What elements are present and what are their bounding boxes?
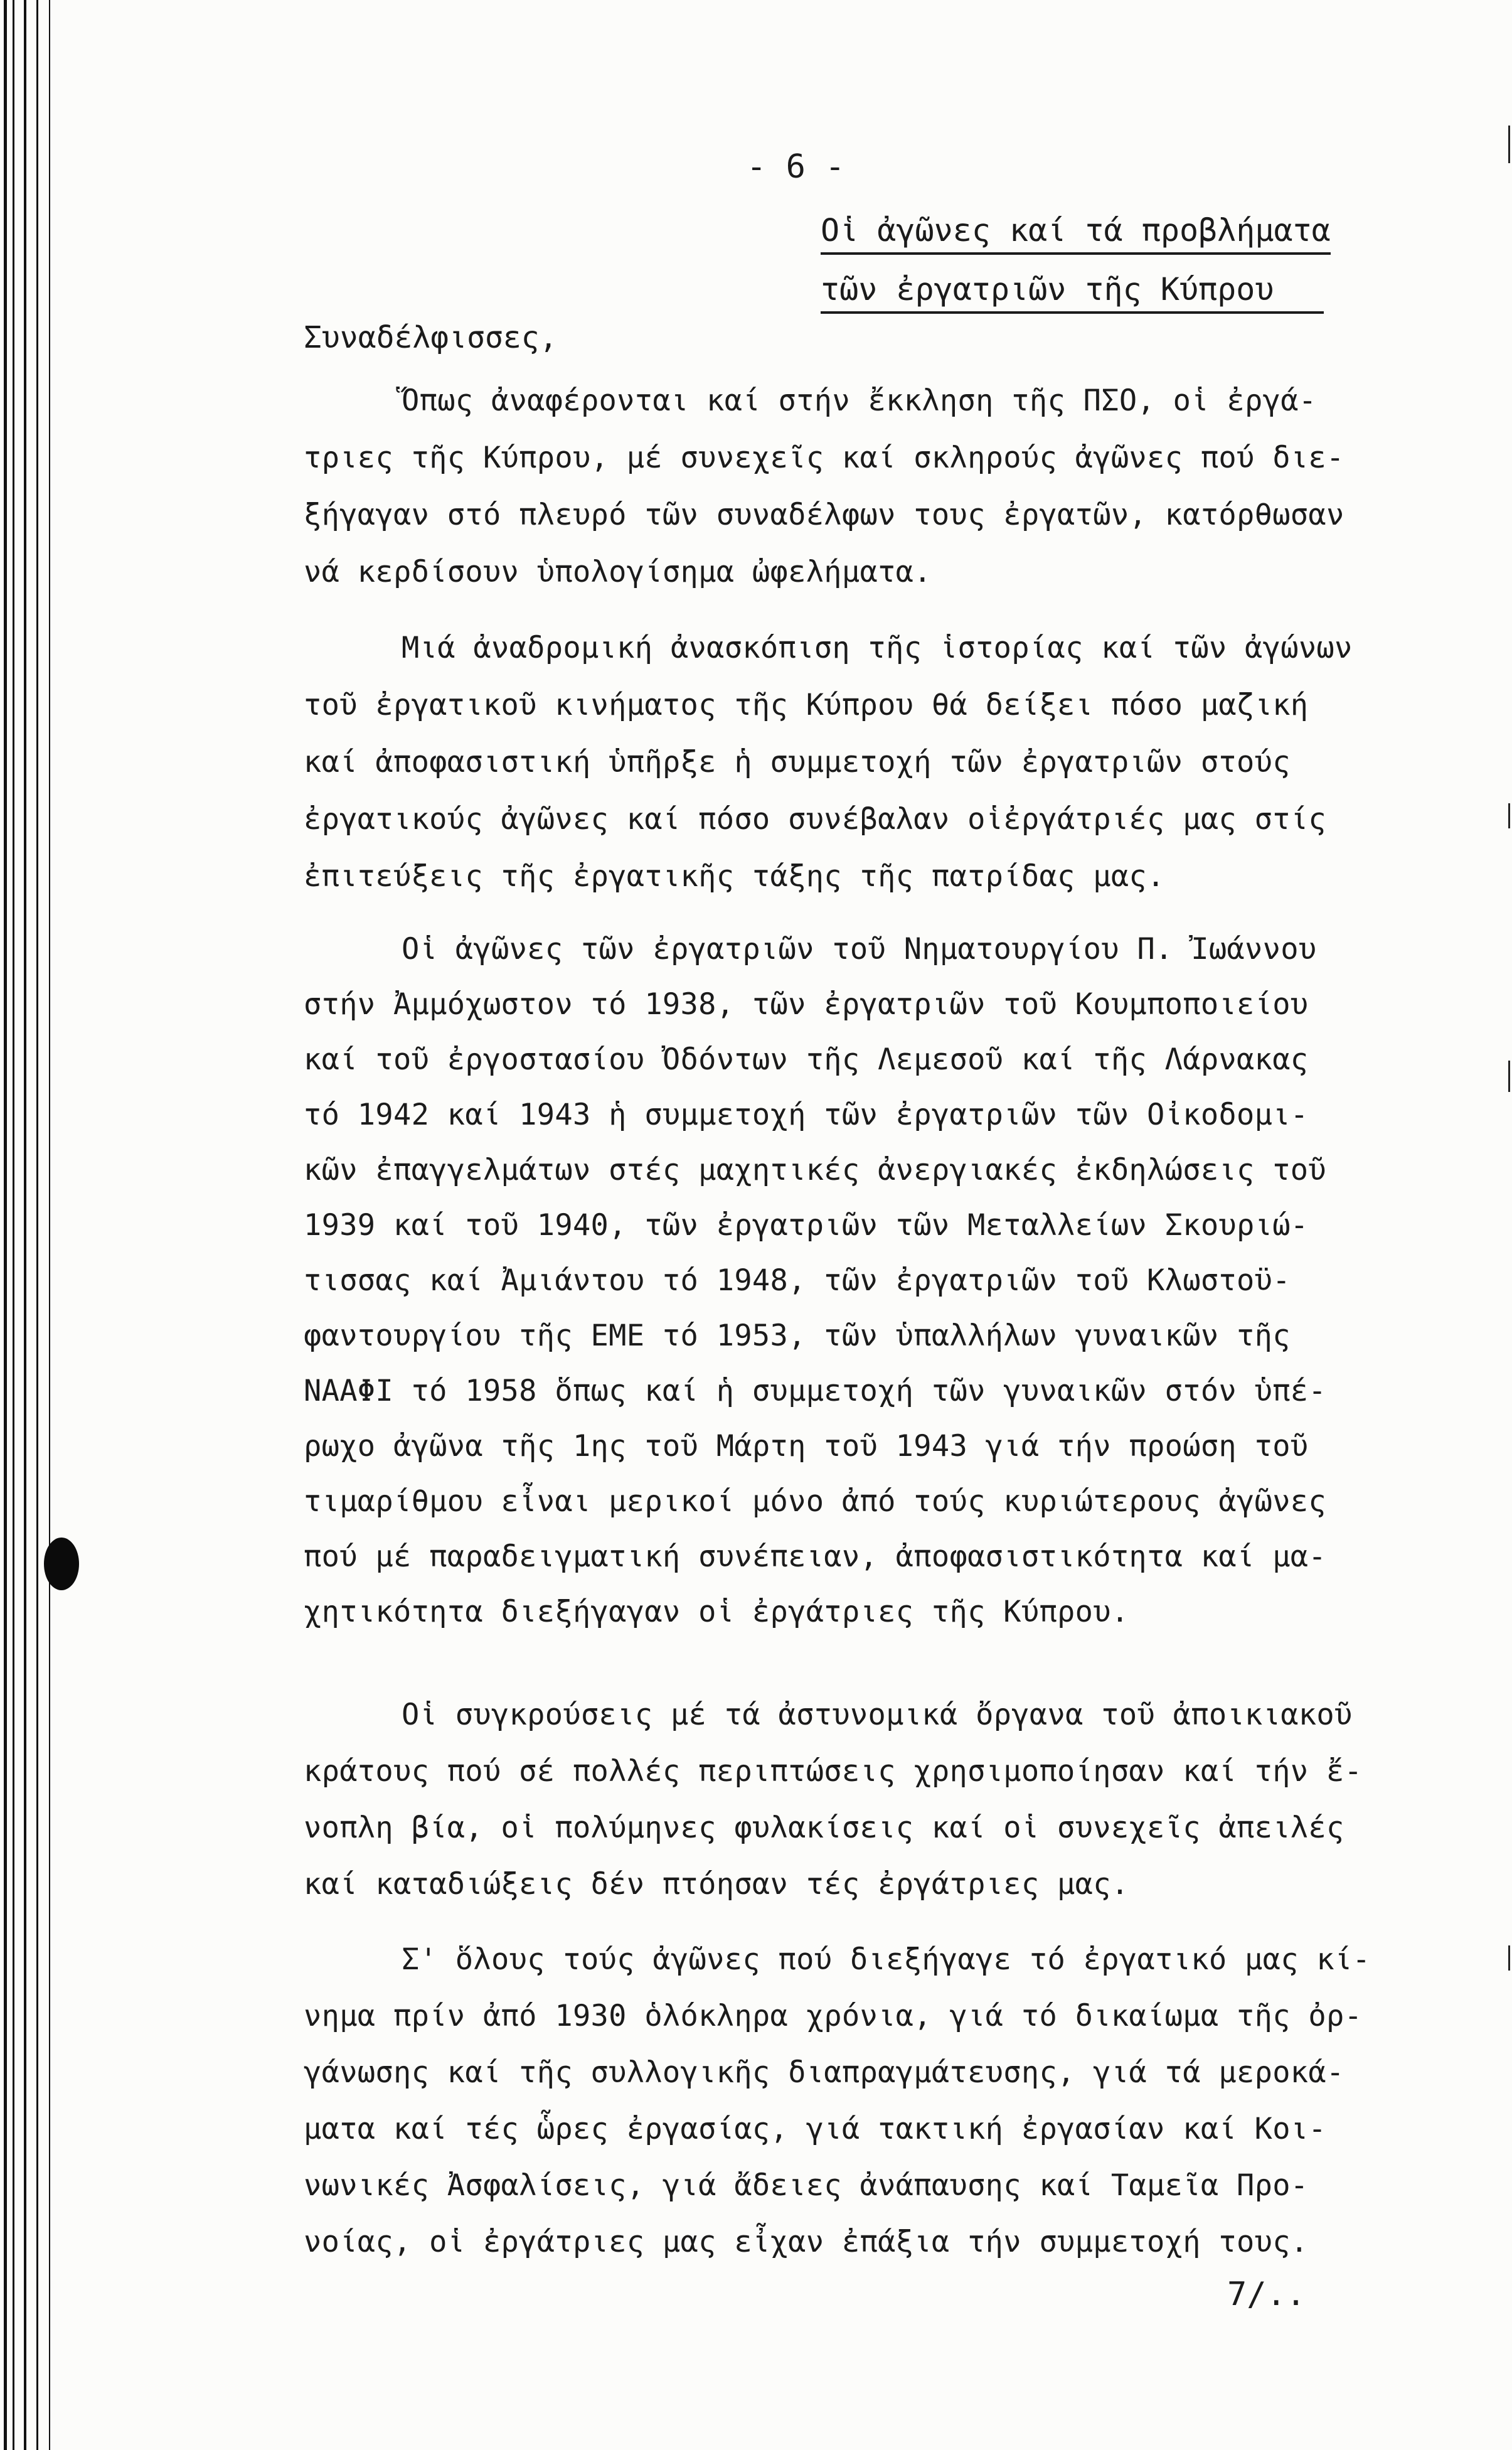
edge-marks (1499, 0, 1512, 2450)
binding-line (4, 0, 7, 2450)
text-line: καί καταδιώξεις δέν πτόησαν τές ἐργάτριες μας. (304, 1867, 1129, 1902)
text-line: Οἱ ἀγῶνες τῶν ἐργατριῶν τοῦ Νηματουργίου Π. Ἰωάννου (402, 932, 1317, 966)
text-line: τό 1942 καί 1943 ἡ συμμετοχή τῶν ἐργατριῶν τῶν Οἰκοδομι- (304, 1098, 1309, 1132)
text-line: ματα καί τές ὧρες ἐργασίας, γιά τακτική ἐργασίαν καί Κοι- (304, 2112, 1326, 2146)
text-line: φαντουργίου τῆς ΕΜΕ τό 1953, τῶν ὑπαλλήλων γυναικῶν τῆς (304, 1319, 1291, 1353)
salutation: Συναδέλφισσες, (304, 320, 558, 355)
binding-edge (0, 0, 69, 2450)
text-line: στήν Ἀμμόχωστον τό 1938, τῶν ἐργατριῶν τοῦ Κουμποποιείου (304, 987, 1309, 1022)
text-line: νημα πρίν ἀπό 1930 ὁλόκληρα χρόνια, γιά τό δικαίωμα τῆς ὀρ- (304, 1999, 1363, 2033)
text-line: Οἱ συγκρούσεις μέ τά ἀστυνομικά ὄργανα τοῦ ἀποικιακοῦ (402, 1698, 1353, 1732)
text-line: καί τοῦ ἐργοστασίου Ὀδόντων τῆς Λεμεσοῦ καί τῆς Λάρνακας (304, 1042, 1309, 1077)
binding-line (36, 0, 38, 2450)
text-line: Μιά ἀναδρομική ἀνασκόπιση τῆς ἱστορίας καί τῶν ἀγώνων (402, 631, 1353, 665)
text-line: ἐργατικούς ἀγῶνες καί πόσο συνέβαλαν οἱἐργάτριές μας στίς (304, 802, 1326, 837)
binding-line (24, 0, 26, 2450)
text-line: ξήγαγαν στό πλευρό τῶν συναδέλφων τους ἐργατῶν, κατόρθωσαν (304, 498, 1344, 532)
text-line: πού μέ παραδειγματική συνέπειαν, ἀποφασιστικότητα καί μα- (304, 1539, 1326, 1574)
text-line: τισσας καί Ἀμιάντου τό 1948, τῶν ἐργατριῶν τοῦ Κλωστοϋ- (304, 1263, 1291, 1298)
binding-line (49, 0, 50, 2450)
punch-hole (44, 1538, 79, 1590)
text-line: Ὅπως ἀναφέρονται καί στήν ἔκκληση τῆς ΠΣΟ, οἱ ἐργά- (402, 383, 1317, 418)
text-line: νοίας, οἱ ἐργάτριες μας εἶχαν ἐπάξια τήν συμμετοχή τους. (304, 2225, 1309, 2259)
page-number: - 6 - (747, 148, 845, 186)
binding-line (13, 0, 14, 2450)
text-line: νωνικές Ἀσφαλίσεις, γιά ἄδειες ἀνάπαυσης καί Ταμεῖα Προ- (304, 2168, 1309, 2203)
text-line: καί ἀποφασιστική ὑπῆρξε ἡ συμμετοχή τῶν ἐργατριῶν στούς (304, 745, 1291, 779)
text-line: τριες τῆς Κύπρου, μέ συνεχεῖς καί σκληρούς ἀγῶνες πού διε- (304, 441, 1344, 475)
text-line: τιμαρίθμου εἶναι μερικοί μόνο ἀπό τούς κυριώτερους ἀγῶνες (304, 1484, 1326, 1519)
text-line: ρωχο ἀγῶνα τῆς 1ης τοῦ Μάρτη τοῦ 1943 γιά τήν προώση τοῦ (304, 1429, 1309, 1463)
text-line: νοπλη βία, οἱ πολύμηνες φυλακίσεις καί οἱ συνεχεῖς ἀπειλές (304, 1811, 1344, 1845)
text-line: χητικότητα διεξήγαγαν οἱ ἐργάτριες τῆς Κύπρου. (304, 1595, 1129, 1629)
text-line: κράτους πού σέ πολλές περιπτώσεις χρησιμοποίησαν καί τήν ἔ- (304, 1754, 1363, 1789)
text-line: τοῦ ἐργατικοῦ κινήματος τῆς Κύπρου θά δείξει πόσο μαζική (304, 688, 1309, 722)
text-line: ΝΑΑΦΙ τό 1958 ὅπως καί ἡ συμμετοχή τῶν γυναικῶν στόν ὑπέ- (304, 1374, 1326, 1408)
text-line: νά κερδίσουν ὑπολογίσημα ὠφελήματα. (304, 555, 932, 589)
text-line: γάνωσης καί τῆς συλλογικῆς διαπραγμάτευσης, γιά τά μεροκά- (304, 2055, 1344, 2090)
text-line: κῶν ἐπαγγελμάτων στές μαχητικές ἀνεργιακές ἐκδηλώσεις τοῦ (304, 1153, 1326, 1187)
title-line-1: Οἱ ἀγῶνες καί τά προβλήματα (821, 210, 1331, 255)
title-line-2: τῶν ἐργατριῶν τῆς Κύπρου (821, 269, 1324, 314)
text-line: Σ' ὅλους τούς ἀγῶνες πού διεξήγαγε τό ἐργατικό μας κί- (402, 1942, 1371, 1977)
continuation-page-ref: 7/.. (1227, 2276, 1306, 2313)
text-line: ἐπιτεύξεις τῆς ἐργατικῆς τάξης τῆς πατρίδας μας. (304, 859, 1165, 894)
text-line: 1939 καί τοῦ 1940, τῶν ἐργατριῶν τῶν Μεταλλείων Σκουριώ- (304, 1208, 1309, 1243)
